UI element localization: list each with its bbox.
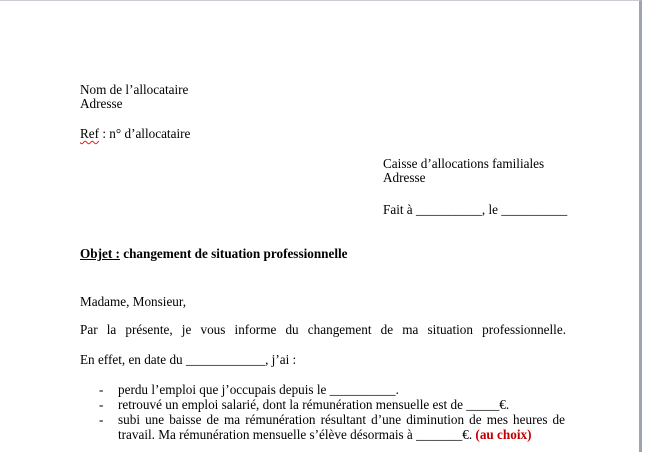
subject-label: Objet : (80, 246, 120, 261)
letter-body (0, 1, 640, 453)
bullet-text: perdu l’emploi que j’occupais depuis le __________. (118, 382, 399, 397)
subject-line (80, 246, 348, 261)
bullet-continuation-text: travail. Ma rémunération mensuelle s’élève désormais à _______€. (118, 427, 473, 442)
bullet-marker: - (99, 412, 104, 427)
bullet-marker: - (99, 397, 104, 412)
place-date-line: Fait à __________, le __________ (383, 202, 568, 217)
subject-text: changement de situation professionnelle (119, 246, 348, 261)
bullet-continuation (118, 427, 531, 442)
sender-address: Adresse (80, 96, 123, 111)
recipient-name: Caisse d’allocations familiales (383, 156, 545, 171)
ref-label: Ref (80, 126, 100, 141)
greeting: Madame, Monsieur, (80, 294, 187, 309)
recipient-address: Adresse (383, 170, 426, 185)
bullet-marker: - (99, 382, 104, 397)
bullet-text: retrouvé un emploi salarié, dont la rémunération mensuelle est de _____€. (118, 397, 510, 412)
date-line: En effet, en date du ____________, j’ai : (80, 352, 297, 367)
choice-note: (au choix) (475, 427, 532, 442)
reference-line (80, 126, 190, 141)
intro-paragraph: Par la présente, je vous informe du changement de ma situation professionnelle. (80, 322, 566, 337)
ref-text: : n° d’allocataire (99, 126, 191, 141)
bullet-text: subi une baisse de ma rémunération résultant d’une diminution de mes heures de (118, 412, 565, 427)
sender-name: Nom de l’allocataire (80, 82, 189, 97)
